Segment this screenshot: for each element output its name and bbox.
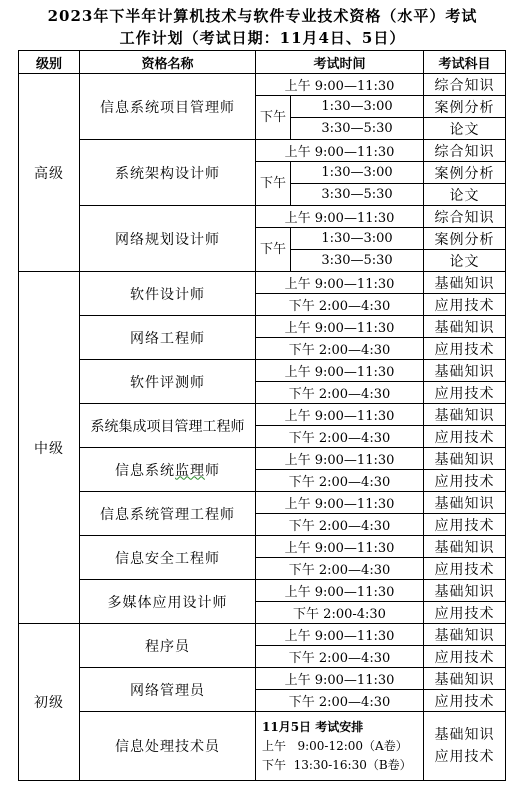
exam-subject: 应用技术 — [424, 514, 506, 536]
table-row — [19, 316, 506, 338]
exam-time-pm: 下午 2:00—4:30 — [256, 470, 424, 492]
exam-time-am: 上午 9:00—11:30 — [256, 316, 424, 338]
title-line-1: 2023年下半年计算机技术与软件专业技术资格（水平）考试 — [47, 7, 478, 25]
exam-subject: 基础知识 — [424, 316, 506, 338]
header-level: 级别 — [19, 51, 80, 74]
qualification-name: 信息处理技术员 — [80, 712, 256, 781]
exam-subject: 综合知识 — [424, 206, 506, 228]
special-pm-line: 下午 13:30-16:30（B卷） — [262, 757, 412, 772]
exam-subject: 基础知识 — [424, 624, 506, 646]
exam-time-pm: 下午 2:00—4:30 — [256, 294, 424, 316]
exam-time-am: 上午 9:00—11:30 — [256, 360, 424, 382]
qualification-name: 软件评测师 — [80, 360, 256, 404]
exam-subject: 基础知识 — [424, 360, 506, 382]
special-arrangement — [256, 712, 424, 781]
header-qualification: 资格名称 — [80, 51, 256, 74]
exam-subject: 基础知识 — [424, 580, 506, 602]
exam-subject: 论文 — [424, 118, 506, 140]
qualification-name: 信息系统管理工程师 — [80, 492, 256, 536]
table-row — [19, 206, 506, 228]
exam-subject: 应用技术 — [424, 382, 506, 404]
exam-subject: 综合知识 — [424, 74, 506, 96]
pm-label: 下午 — [256, 162, 291, 206]
qualification-name: 信息安全工程师 — [80, 536, 256, 580]
exam-time-pm: 1:30—3:00 — [291, 96, 424, 118]
exam-subject: 基础知识 — [424, 668, 506, 690]
pm-label: 下午 — [256, 228, 291, 272]
table-row — [19, 272, 506, 294]
level-mid: 中级 — [19, 272, 80, 624]
exam-subject-1: 基础知识 — [434, 727, 495, 743]
exam-time-pm: 下午 2:00—4:30 — [256, 558, 424, 580]
exam-subject: 案例分析 — [424, 162, 506, 184]
exam-time-am: 上午 9:00—11:30 — [256, 448, 424, 470]
pm-label: 下午 — [256, 96, 291, 140]
special-am-line: 上午 9:00-12:00（A卷） — [262, 738, 408, 753]
qualification-name: 系统集成项目管理工程师 — [80, 404, 256, 448]
table-row — [19, 668, 506, 690]
qualification-name: 网络规划设计师 — [80, 206, 256, 272]
exam-time-am: 上午 9:00—11:30 — [256, 404, 424, 426]
qualification-name: 网络工程师 — [80, 316, 256, 360]
exam-time-pm: 下午 2:00—4:30 — [256, 690, 424, 712]
exam-subject: 应用技术 — [424, 426, 506, 448]
exam-time-pm: 1:30—3:00 — [291, 228, 424, 250]
exam-subject: 应用技术 — [424, 470, 506, 492]
qualification-name: 信息系统监理师 — [80, 448, 256, 492]
header-row — [19, 51, 506, 74]
exam-time-am: 上午 9:00—11:30 — [256, 624, 424, 646]
title-line-2: 工作计划（考试日期：11月4日、5日） — [119, 29, 406, 47]
schedule-table — [18, 50, 506, 781]
exam-time-am: 上午 9:00—11:30 — [256, 206, 424, 228]
exam-subject: 应用技术 — [424, 558, 506, 580]
exam-subject: 应用技术 — [424, 294, 506, 316]
exam-subject: 应用技术 — [424, 338, 506, 360]
exam-subject: 综合知识 — [424, 140, 506, 162]
exam-subject: 论文 — [424, 250, 506, 272]
qualification-name: 软件设计师 — [80, 272, 256, 316]
table-row — [19, 74, 506, 96]
exam-subject: 应用技术 — [424, 690, 506, 712]
table-row — [19, 536, 506, 558]
exam-time-pm: 下午 2:00—4:30 — [256, 382, 424, 404]
qualification-name: 信息系统项目管理师 — [80, 74, 256, 140]
exam-time-pm: 3:30—5:30 — [291, 250, 424, 272]
exam-subject-2: 应用技术 — [434, 749, 495, 765]
table-row — [19, 448, 506, 470]
exam-subject: 应用技术 — [424, 602, 506, 624]
exam-time-am: 上午 9:00—11:30 — [256, 140, 424, 162]
exam-time-pm: 3:30—5:30 — [291, 184, 424, 206]
special-heading: 11月5日 考试安排 — [262, 719, 364, 734]
exam-subject: 应用技术 — [424, 646, 506, 668]
qualification-name: 系统架构设计师 — [80, 140, 256, 206]
exam-time-am: 上午 9:00—11:30 — [256, 580, 424, 602]
exam-subject: 基础知识 — [424, 492, 506, 514]
table-row — [19, 492, 506, 514]
exam-time-pm: 下午 2:00-4:30 — [256, 602, 424, 624]
header-exam-subject: 考试科目 — [424, 51, 506, 74]
exam-time-am: 上午 9:00—11:30 — [256, 492, 424, 514]
exam-subject: 基础知识 — [424, 272, 506, 294]
table-row — [19, 404, 506, 426]
exam-subject: 案例分析 — [424, 96, 506, 118]
qualification-name: 网络管理员 — [80, 668, 256, 712]
exam-time-pm: 下午 2:00—4:30 — [256, 426, 424, 448]
exam-time-pm: 3:30—5:30 — [291, 118, 424, 140]
level-junior: 初级 — [19, 624, 80, 781]
qualification-name: 程序员 — [80, 624, 256, 668]
exam-time-pm: 下午 2:00—4:30 — [256, 338, 424, 360]
exam-subject: 论文 — [424, 184, 506, 206]
exam-subject: 基础知识 — [424, 404, 506, 426]
exam-subject: 基础知识 — [424, 448, 506, 470]
table-row — [19, 580, 506, 602]
exam-time-pm: 下午 2:00—4:30 — [256, 514, 424, 536]
table-row — [19, 360, 506, 382]
table-row — [19, 140, 506, 162]
exam-subject: 案例分析 — [424, 228, 506, 250]
exam-subject: 基础知识 — [424, 536, 506, 558]
table-row — [19, 624, 506, 646]
qualification-name: 多媒体应用设计师 — [80, 580, 256, 624]
exam-time-pm: 1:30—3:00 — [291, 162, 424, 184]
table-row — [19, 712, 506, 781]
header-exam-time: 考试时间 — [256, 51, 424, 74]
exam-subject — [424, 712, 506, 781]
exam-time-am: 上午 9:00—11:30 — [256, 668, 424, 690]
level-senior: 高级 — [19, 74, 80, 272]
exam-time-am: 上午 9:00—11:30 — [256, 536, 424, 558]
exam-time-am: 上午 9:00—11:30 — [256, 74, 424, 96]
exam-time-pm: 下午 2:00—4:30 — [256, 646, 424, 668]
exam-time-am: 上午 9:00—11:30 — [256, 272, 424, 294]
